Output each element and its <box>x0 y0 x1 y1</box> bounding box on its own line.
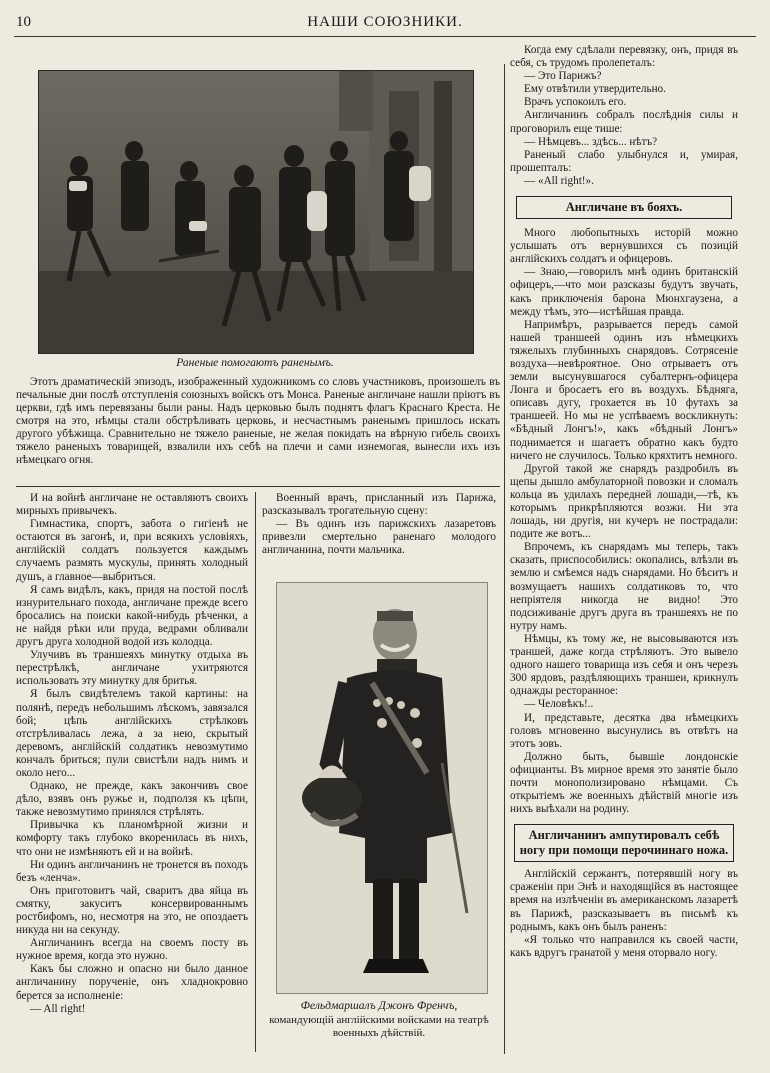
right-column <box>510 44 738 960</box>
right-paragraph: — Нѣмцевъ... здѣсь... нѣтъ? <box>524 135 658 148</box>
right-paragraph: Врачъ успокоилъ его. <box>524 96 627 109</box>
right-paragraph: И, представьте, десятка два нѣмецкихъ головъ мгновенно высунулись въ отвѣтъ на этотъ зовъ. <box>510 711 738 750</box>
right-paragraph: — Это Парижъ? <box>524 70 602 83</box>
right-paragraph: Напримѣръ, разрывается передъ самой нашей траншеей одинъ изъ нѣмецкихъ тяжелыхъ глубинныхъ снарядовъ. Сотрясеніе воздуха—невѣроятное. Оно отрываетъ отъ земли высунувшагося субалтернъ-офицера Лонга и бросаетъ его въ воздухъ. Бѣдняга, описавъ дугу, грохается въ 10 футахъ за траншеей. Но мы не успѣваемъ воскликнуть: «Бѣдный Лонгъ!», какъ «бѣдный Лонгъ» поднимается и шагаетъ обратно какъ будто ничего не случилось. Только кряхтитъ немного. <box>510 318 738 462</box>
left-paragraph: Улучивъ въ траншеяхъ минутку отдыха въ перестрѣлкѣ, англичане ухитряются использовать эту минутку для бритья. <box>16 649 248 688</box>
header-rule <box>14 36 756 37</box>
right-paragraph: Англійскій сержантъ, потерявшій ногу въ сраженіи при Энѣ и находящійся въ настоящее время на излѣченіи въ американскомъ лазаретѣ въ Парижѣ, разсказываетъ въ письмѣ къ роднымъ, какъ онъ былъ раненъ: <box>510 868 738 933</box>
left-paragraph: Ни одинъ англичанинъ не тронется въ походъ безъ «ленча». <box>16 858 248 884</box>
left-paragraph: Какъ бы сложно и опасно ни было данное англичанину порученіе, онъ хладнокровно берется за исполненіе: <box>16 963 248 1002</box>
right-paragraph: Должно быть, бывшіе лондонскіе официанты. Въ мирное время это занятіе было почти монополизировано нѣмцами. Съ открытіемъ же военныхъ дѣйствій многіе изъ нихъ выѣхали на родину. <box>510 750 738 816</box>
section-title-in-battles: Англичане въ бояхъ. <box>516 196 732 219</box>
right-paragraph: Много любопытныхъ исторій можно услышать отъ вернувшихся съ позицій англійскихъ солдатъ и офицеровъ. <box>510 227 738 266</box>
left-paragraph: Однако, не прежде, какъ закончивъ свое дѣло, взявъ онъ ружье и, подползя къ цѣпи, также невозмутимо принялся стрѣлять. <box>16 780 248 819</box>
section-title-amputation: Англичанинъ ампутировалъ себѣ ногу при помощи перочиннаго ножа. <box>514 824 734 862</box>
right-paragraph: Англичанинъ собралъ послѣднія силы и проговорилъ еще тише: <box>510 109 738 135</box>
left-paragraph: Онъ приготовитъ чай, сваритъ два яйца въ смятку, закуситъ консервированнымъ ростбифомъ, но, несмотря на это, не опоздаетъ никуда ни на секунду. <box>16 884 248 937</box>
right-paragraph: Нѣмцы, къ тому же, не высовываются изъ траншей, даже когда стрѣляютъ. Это вывело одного нашего товарища изъ себя и онъ черезъ 300 ярдовъ, раздѣляющихъ траншеи, крикнулъ однажды ресторанное: <box>510 632 738 698</box>
right-paragraph: — Знаю,—говорилъ мнѣ одинъ британскій офицеръ,—что мои разсказы будутъ звучать, какъ приключенія барона Мюнхгаузена, а между тѣмъ, это—истѣйшая правда. <box>510 266 738 318</box>
right-paragraph: «Я только что направился къ своей части, какъ вдругъ гранатой у меня оторвало ногу. <box>510 933 738 959</box>
illustration-drawing <box>39 71 473 353</box>
right-paragraph: Другой такой же снарядъ раздробилъ въ щепы дышло амбулаторной повозки и сломалъ кольца въ удилахъ передней лошади,—тѣ, къ которымъ прикрѣпляются возжи. Ни эта лошадь, ни другія, ни кучеръ не пострадали: подите же вотъ... <box>510 462 738 541</box>
left-paragraph: Я былъ свидѣтелемъ такой картины: на полянѣ, передъ небольшимъ лѣскомъ, завязался бой; цѣпь англійскихъ стрѣлковъ отстрѣливалась лежа, а за нею, скрытый деревомъ, англійскій солдатикъ невозмутимо кончалъ бриться; пули свистѣли надъ нимъ и около него... <box>16 688 248 779</box>
portrait-drawing <box>277 583 487 993</box>
left-paragraph: Я самъ видѣлъ, какъ, придя на постой послѣ изнурительнаго похода, англичане прежде всего бросались на поиски какой-нибудь рѣченки, а не найдя рѣки или пруда, ведрами обливали другъ друга холодной водой изъ колодца. <box>16 583 248 649</box>
column-divider-right <box>504 64 505 1054</box>
right-paragraph: Раненый слабо улыбнулся и, умирая, прошепталъ: <box>510 148 738 174</box>
left-paragraph: — All right! <box>30 1002 86 1015</box>
right-paragraph: Ему отвѣтили утвердительно. <box>524 83 666 96</box>
right-paragraph: Когда ему сдѣлали перевязку, онъ, придя въ себя, съ трудомъ пролепеталъ: <box>510 44 738 70</box>
portrait-subcaption: командующій англійскими войсками на театрѣ военныхъ дѣйствій. <box>269 1014 489 1039</box>
top-section-rule <box>16 486 500 487</box>
left-paragraph: И на войнѣ англичане не оставляютъ своихъ мирныхъ привычекъ. <box>16 492 248 518</box>
illustration-caption: Раненые помогаютъ раненымъ. <box>176 356 334 369</box>
left-paragraph: Англичанинъ всегда на своемъ посту въ нужное время, когда это нужно. <box>16 937 248 963</box>
right-paragraph: — «All right!». <box>524 174 594 187</box>
middle-paragraph: — Въ одинъ изъ парижскихъ лазаретовъ привезли смертельно раненаго молодого англичанина, почти мальчика. <box>262 518 496 557</box>
middle-paragraph: Военный врачъ, присланный изъ Парижа, разсказывалъ трогательную сцену: <box>262 492 496 518</box>
left-paragraph: Привычка къ планомѣрной жизни и комфорту такъ глубоко вкоренилась въ нихъ, что они не измѣняютъ ей и на войнѣ. <box>16 819 248 858</box>
field-marshal-portrait <box>276 582 488 994</box>
illustration-description: Этотъ драматическій эпизодъ, изображенный художникомъ со словъ участниковъ, произошелъ въ печальные дни послѣ отступленія союзныхъ войскъ отъ Монса. Раненые англичане нашли пріютъ въ церкви, гдѣ имъ перевязаны были раны. Надъ церковью былъ поднятъ флагъ Краснаго Креста. Не смотря на это, нѣмцы стали обстрѣливать церковь, и несчастнымъ раненымъ пришлось искать другого убѣжища. Сравнительно не тяжело раненые, не желая покидать на вѣрную гибель своихъ тяжело раненыхъ товарищей, взвалили ихъ себѣ на плечи и сами изнемогая, вынесли ихъ изъ нѣмецкаго огня. <box>16 376 500 466</box>
middle-column <box>262 492 496 557</box>
right-paragraph: Впрочемъ, къ снарядамъ мы теперь, такъ сказать, приспособились: окопались, влѣзли въ землю и смѣемся надъ снарядами. Но бѣситъ и возмущаетъ нашихъ солдатиковъ то, что непріятеля никогда не видно! Это подсиживаніе другъ друга въ траншеяхъ не по нутру намъ. <box>510 541 738 632</box>
left-column <box>16 492 248 1016</box>
page-number: 10 <box>16 14 31 30</box>
column-divider-left <box>255 492 256 1052</box>
wounded-soldiers-illustration <box>38 70 474 354</box>
left-paragraph: Гимнастика, спортъ, забота о гигіенѣ не остаются въ загонѣ, и, при всякихъ условіяхъ, англійскій солдатъ пользуется каждымъ случаемъ размять мускулы, принять холодный душъ, а главное—выбриться. <box>16 518 248 583</box>
journal-title: НАШИ СОЮЗНИКИ. <box>307 14 463 30</box>
portrait-caption: Фельдмаршалъ Джонъ Френчъ, <box>300 999 458 1012</box>
right-paragraph: — Человѣкъ!.. <box>524 698 594 711</box>
